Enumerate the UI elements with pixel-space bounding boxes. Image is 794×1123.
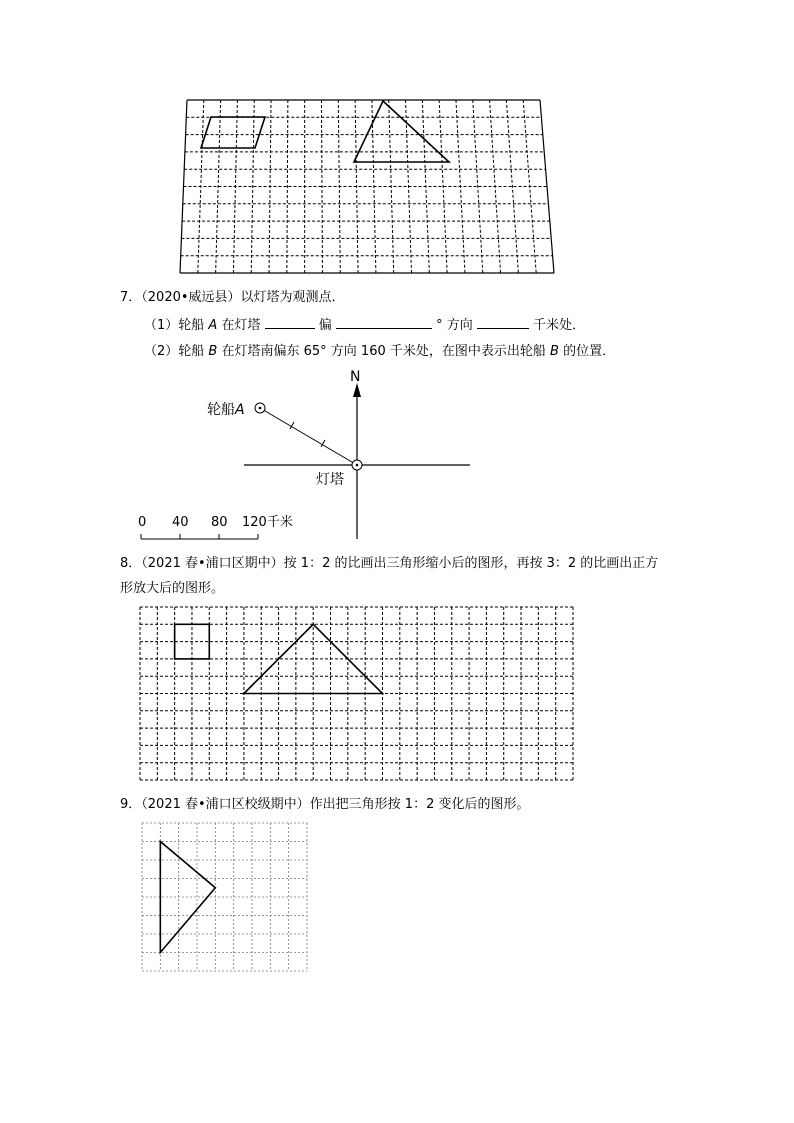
north-label: N <box>350 369 361 385</box>
grid-figure-q9 <box>0 815 794 1015</box>
question-source: （2021 春•浦口区校级期中） <box>141 797 310 812</box>
grid-line <box>321 100 322 273</box>
question-stem: 以灯塔为观测点． <box>240 290 345 305</box>
question-source: （2021 春•浦口区期中） <box>141 556 284 571</box>
question-number: 8． <box>120 556 142 571</box>
scale-tick-40: 40 <box>172 515 189 530</box>
question-8-line-2: 形放大后的图形。 <box>120 581 225 596</box>
grid-figure-q8 <box>0 600 794 800</box>
answer-blank-direction[interactable] <box>265 316 315 329</box>
grid-line <box>506 100 518 273</box>
scale-unit: 千米 <box>266 515 293 530</box>
question-7-title <box>120 289 345 307</box>
bearing-line-ship-a <box>260 408 357 465</box>
lighthouse-label: 灯塔 <box>316 472 344 488</box>
question-9-title: 9．（2021 春•浦口区校级期中）作出把三角形按 1：2 变化后的图形。 <box>120 797 530 812</box>
parallelogram <box>201 117 265 148</box>
grid-figure-top <box>0 0 794 300</box>
question-number: 9． <box>120 797 142 812</box>
triangle <box>354 101 449 162</box>
grid-line <box>287 100 288 273</box>
answer-blank-degree[interactable] <box>336 316 432 329</box>
question-7-part-1: （1）轮船 A 在灯塔 偏 ° 方向 千米处． <box>144 318 586 333</box>
question-7-part-2: （2）轮船 B 在灯塔南偏东 65° 方向 160 千米处，在图中表示出轮船 B 的位置． <box>144 344 616 359</box>
question-source: （2020•威远县） <box>141 290 241 305</box>
ship-a-label: 轮船A <box>207 402 245 418</box>
scale-tick-120: 120千米 <box>242 515 293 530</box>
question-8-line-1: 8．（2021 春•浦口区期中）按 1：2 的比画出三角形缩小后的图形，再按 3：2 的比画出正方 <box>120 556 659 571</box>
question-number: 7． <box>120 290 142 305</box>
answer-blank-distance[interactable] <box>477 316 529 329</box>
compass-figure <box>0 365 794 545</box>
scale-tick-0: 0 <box>138 515 147 530</box>
scale-tick-80: 80 <box>211 515 228 530</box>
